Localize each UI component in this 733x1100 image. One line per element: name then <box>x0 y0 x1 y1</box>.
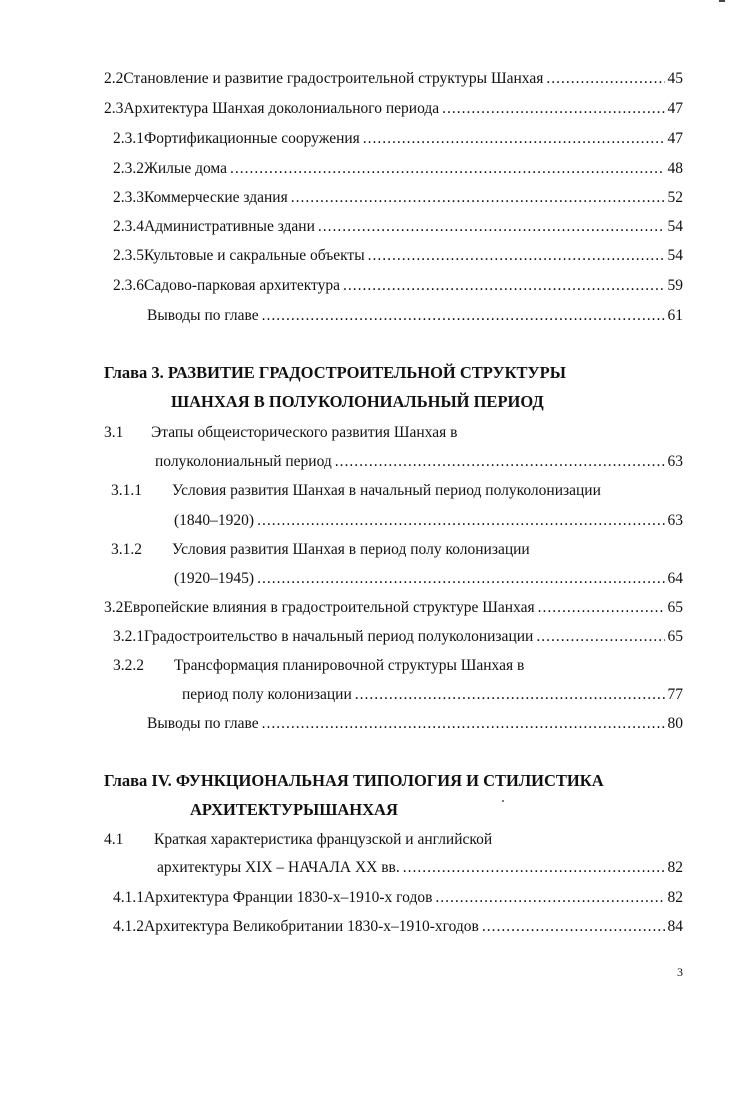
leader-dots <box>257 511 664 531</box>
toc-entry-title: Садово-парковая архитектура <box>144 277 340 294</box>
toc-entry-title: Административные здани <box>144 218 315 235</box>
toc-entry-number: 2.3.4 <box>113 218 144 235</box>
toc-entry-title: Архитектура Франции 1830-х–1910-х годов <box>144 889 433 906</box>
toc-entry-3-2-2-number: 3.2.2 <box>113 657 144 674</box>
toc-entry-2-3-5[interactable] <box>113 246 683 266</box>
toc-entry-conclusion-ch2[interactable] <box>147 306 683 326</box>
leader-dots <box>368 246 665 266</box>
toc-entry-page: 48 <box>667 160 683 177</box>
leader-dots <box>546 69 664 89</box>
toc-entry-2-3[interactable] <box>104 99 683 119</box>
toc-entry-page: 65 <box>667 599 683 616</box>
leader-dots <box>318 217 665 237</box>
toc-entry-3-1-1-title-line1[interactable]: Условия развития Шанхая в начальный период полуколонизации <box>172 482 601 499</box>
toc-entry-number: 2.3 <box>104 100 124 117</box>
leader-dots <box>257 569 664 589</box>
toc-entry-conclusion-ch3[interactable] <box>147 714 683 734</box>
toc-entry-4-1-number: 4.1 <box>104 831 124 848</box>
toc-entry-number: 4.1.2 <box>113 918 144 935</box>
chapter-3-heading-line2: ШАНХАЯ В ПОЛУКОЛОНИАЛЬНЫЙ ПЕРИОД <box>171 392 544 411</box>
toc-entry-title: полуколониальный период <box>155 453 332 470</box>
leader-dots <box>536 627 664 647</box>
toc-entry-number: 2.3.3 <box>113 189 144 206</box>
toc-entry-title: Выводы по главе <box>147 715 259 732</box>
toc-entry-3-1-2[interactable] <box>174 569 683 589</box>
toc-entry-page: 47 <box>667 100 683 117</box>
toc-entry-2-3-4[interactable] <box>113 217 683 237</box>
toc-entry-title: Градостроительство в начальный период полуколонизации <box>144 628 534 645</box>
toc-entry-number: 2.2 <box>104 70 124 87</box>
scan-mark <box>719 0 725 2</box>
leader-dots <box>403 858 665 878</box>
toc-entry-title: Архитектура Шанхая доколониального периода <box>123 100 440 117</box>
toc-entry-title: Жилые дома <box>144 160 228 177</box>
toc-entry-page: 54 <box>667 247 683 264</box>
toc-entry-page: 63 <box>667 512 683 529</box>
leader-dots <box>291 188 665 208</box>
toc-entry-3-1-number: 3.1 <box>104 424 124 441</box>
toc-entry-title: (1920–1945) <box>174 570 255 587</box>
toc-entry-3-1-2-title-line1[interactable]: Условия развития Шанхая в период полу колонизации <box>172 541 530 558</box>
toc-entry-3-2-1[interactable] <box>113 627 683 647</box>
chapter-3-heading-line1: Глава 3. РАЗВИТИЕ ГРАДОСТРОИТЕЛЬНОЙ СТРУКТУРЫ <box>104 363 566 382</box>
toc-entry-page: 59 <box>667 277 683 294</box>
toc-entry-3-2[interactable] <box>104 598 683 618</box>
toc-entry-number: 2.3.1 <box>113 130 144 147</box>
toc-entry-2-3-1[interactable] <box>113 129 683 149</box>
toc-entry-title: Архитектура Великобритании 1830-х–1910-хгодов <box>144 918 479 935</box>
toc-entry-title: Коммерческие здания <box>144 189 288 206</box>
toc-entry-page: 47 <box>667 130 683 147</box>
toc-entry-page: 63 <box>667 453 683 470</box>
leader-dots <box>230 159 664 179</box>
toc-entry-page: 54 <box>667 218 683 235</box>
toc-entry-page: 61 <box>667 307 683 324</box>
toc-entry-3-1[interactable] <box>155 452 683 472</box>
toc-entry-page: 65 <box>667 628 683 645</box>
toc-entry-4-1-2[interactable] <box>113 917 683 937</box>
toc-entry-title: Европейские влияния в градостроительной структуре Шанхая <box>123 599 535 616</box>
toc-entry-3-2-2-title-line1[interactable]: Трансформация планировочной структуры Шанхая в <box>174 657 525 674</box>
toc-entry-title: архитектуры XIX – НАЧАЛА XX вв. <box>157 859 400 876</box>
toc-entry-4-1-title-line1[interactable]: Краткая характеристика французской и английской <box>154 831 493 848</box>
toc-entry-3-1-title-line1[interactable]: Этапы общеисторического развития Шанхая в <box>151 424 458 441</box>
page-number: 3 <box>677 965 683 979</box>
toc-entry-4-1[interactable] <box>157 858 683 878</box>
toc-entry-2-3-2[interactable] <box>113 159 683 179</box>
toc-entry-page: 84 <box>667 918 683 935</box>
toc-entry-page: 82 <box>667 859 683 876</box>
toc-entry-page: 64 <box>667 570 683 587</box>
toc-entry-3-1-1-number: 3.1.1 <box>111 482 142 499</box>
toc-entry-title: Становление и развитие градостроительной структуры Шанхая <box>123 70 544 87</box>
leader-dots <box>343 276 665 296</box>
toc-entry-number: 4.1.1 <box>113 889 144 906</box>
toc-entry-page: 52 <box>667 189 683 206</box>
leader-dots <box>262 306 665 326</box>
toc-entry-number: 2.3.2 <box>113 160 144 177</box>
toc-entry-number: 3.2 <box>104 599 124 616</box>
scan-speck <box>502 800 504 802</box>
toc-entry-3-1-1[interactable] <box>174 511 683 531</box>
toc-entry-3-1-2-number: 3.1.2 <box>111 541 142 558</box>
toc-entry-page: 80 <box>667 715 683 732</box>
chapter-4-heading-line2: АРХИТЕКТУРЫШАНХАЯ <box>190 800 398 819</box>
leader-dots <box>482 917 665 937</box>
toc-entry-4-1-1[interactable] <box>113 888 683 908</box>
toc-entry-3-2-2[interactable] <box>182 685 683 705</box>
toc-entry-page: 82 <box>667 889 683 906</box>
leader-dots <box>335 452 665 472</box>
toc-entry-title: Выводы по главе <box>147 307 259 324</box>
toc-entry-title: (1840–1920) <box>174 512 255 529</box>
toc-entry-title: Фортификационные сооружения <box>144 130 360 147</box>
leader-dots <box>442 99 664 119</box>
toc-entry-page: 45 <box>667 70 683 87</box>
leader-dots <box>363 129 665 149</box>
toc-entry-number: 3.2.1 <box>113 628 144 645</box>
toc-entry-title: период полу колонизации <box>182 686 352 703</box>
toc-entry-2-2[interactable] <box>104 69 683 89</box>
leader-dots <box>435 888 664 908</box>
leader-dots <box>355 685 665 705</box>
leader-dots <box>538 598 665 618</box>
toc-entry-number: 2.3.5 <box>113 247 144 264</box>
leader-dots <box>262 714 665 734</box>
toc-entry-title: Культовые и сакральные объекты <box>144 247 365 264</box>
toc-entry-2-3-3[interactable] <box>113 188 683 208</box>
toc-entry-number: 2.3.6 <box>113 277 144 294</box>
toc-entry-2-3-6[interactable] <box>113 276 683 296</box>
chapter-4-heading-line1: Глава IV. ФУНКЦИОНАЛЬНАЯ ТИПОЛОГИЯ И СТИЛИСТИКА <box>104 771 604 790</box>
toc-entry-page: 77 <box>667 686 683 703</box>
